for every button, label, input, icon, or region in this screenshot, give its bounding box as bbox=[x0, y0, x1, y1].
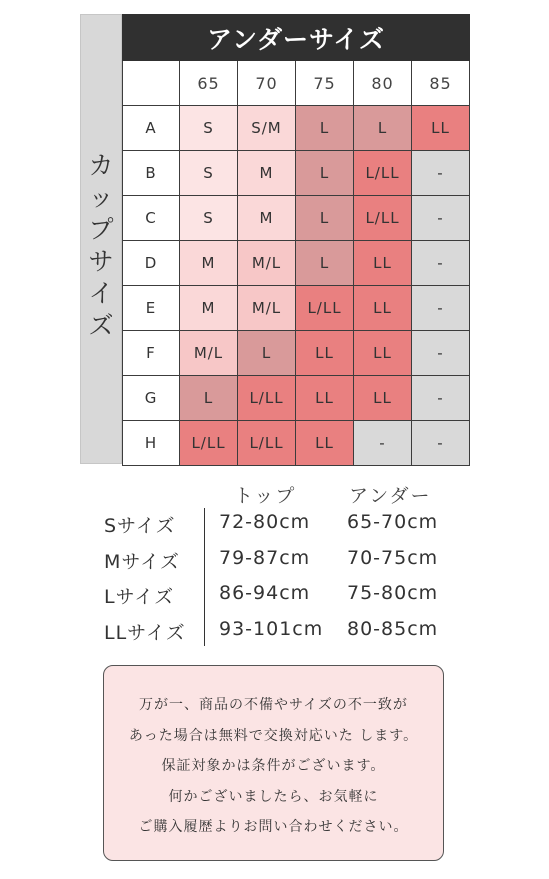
size-cell: LL bbox=[354, 241, 412, 286]
size-cell: L bbox=[296, 241, 354, 286]
under-size-85: 85 bbox=[412, 61, 470, 106]
measurement-row bbox=[0, 578, 549, 612]
size-cell: S bbox=[180, 151, 238, 196]
under-bust-range: 75-80cm bbox=[347, 582, 439, 604]
grid-corner-cell bbox=[122, 61, 180, 106]
size-cell: L bbox=[296, 196, 354, 241]
cup-axis-char: ズ bbox=[88, 311, 114, 340]
measurement-header-top: トップ bbox=[234, 485, 297, 507]
size-cell: - bbox=[412, 331, 470, 376]
under-size-header bbox=[122, 14, 470, 61]
size-cell: LL bbox=[354, 286, 412, 331]
cup-a: A bbox=[122, 106, 180, 151]
cup-f: F bbox=[122, 331, 180, 376]
size-cell: M/L bbox=[238, 241, 296, 286]
measurement-row bbox=[0, 543, 549, 577]
size-cell: LL bbox=[296, 421, 354, 466]
size-cell: S/M bbox=[238, 106, 296, 151]
size-cell: - bbox=[412, 196, 470, 241]
size-cell: L bbox=[354, 106, 412, 151]
top-bust-range: 86-94cm bbox=[219, 582, 311, 604]
top-bust-range: 93-101cm bbox=[219, 617, 324, 640]
notice-line: 何かございましたら、お気軽に bbox=[168, 788, 379, 805]
under-size-header-title: アンダーサイズ bbox=[206, 24, 385, 54]
size-cell: M bbox=[180, 241, 238, 286]
under-size-65: 65 bbox=[180, 61, 238, 106]
size-cell: L/LL bbox=[296, 286, 354, 331]
top-bust-range: 79-87cm bbox=[219, 546, 311, 569]
cup-c: C bbox=[122, 196, 180, 241]
top-bust-range: 72-80cm bbox=[219, 511, 311, 533]
under-bust-range: 65-70cm bbox=[347, 511, 439, 533]
cup-e: E bbox=[122, 286, 180, 331]
size-cell: S bbox=[180, 196, 238, 241]
cup-axis-char: イ bbox=[88, 279, 114, 308]
under-bust-range: 80-85cm bbox=[347, 617, 439, 640]
size-cell: - bbox=[354, 421, 412, 466]
under-size-75: 75 bbox=[296, 61, 354, 106]
notice-line: ご購入履歴よりお問い合わせください。 bbox=[138, 819, 409, 835]
cup-axis-char: サ bbox=[88, 247, 114, 276]
size-cell: M bbox=[180, 286, 238, 331]
size-cell: L bbox=[238, 331, 296, 376]
cup-axis-char: カ bbox=[88, 151, 114, 180]
exchange-notice-box bbox=[103, 665, 444, 861]
measurement-row bbox=[0, 614, 549, 648]
size-name: Lサイズ bbox=[104, 586, 175, 608]
size-cell: LL bbox=[412, 106, 470, 151]
cup-d: D bbox=[122, 241, 180, 286]
size-cell: LL bbox=[354, 376, 412, 421]
cup-h: H bbox=[122, 421, 180, 466]
cup-b: B bbox=[122, 151, 180, 196]
size-cell: - bbox=[412, 286, 470, 331]
size-cell: L/LL bbox=[180, 421, 238, 466]
cup-g: G bbox=[122, 376, 180, 421]
size-cell: L bbox=[296, 106, 354, 151]
size-name: Sサイズ bbox=[104, 515, 176, 537]
size-cell: - bbox=[412, 376, 470, 421]
size-cell: M bbox=[238, 196, 296, 241]
size-cell: LL bbox=[354, 331, 412, 376]
size-cell: - bbox=[412, 151, 470, 196]
size-cell: L bbox=[296, 151, 354, 196]
size-cell: L bbox=[180, 376, 238, 421]
size-cell: S bbox=[180, 106, 238, 151]
under-size-80: 80 bbox=[354, 61, 412, 106]
size-cell: LL bbox=[296, 331, 354, 376]
cup-axis-char: ッ bbox=[88, 183, 114, 212]
measurement-row bbox=[0, 507, 549, 541]
size-cell: - bbox=[412, 421, 470, 466]
size-cell: L/LL bbox=[238, 421, 296, 466]
size-name: LLサイズ bbox=[104, 621, 186, 644]
size-cell: M bbox=[238, 151, 296, 196]
cup-size-axis-label bbox=[80, 150, 122, 342]
measurement-header-under: アンダー bbox=[349, 485, 432, 507]
notice-line: あった場合は無料で交換対応いた します。 bbox=[128, 727, 419, 744]
notice-line: 万が一、商品の不備やサイズの不一致が bbox=[139, 697, 408, 713]
under-bust-range: 70-75cm bbox=[347, 546, 439, 569]
size-cell: L/LL bbox=[354, 151, 412, 196]
size-name: Mサイズ bbox=[104, 550, 180, 573]
size-cell: LL bbox=[296, 376, 354, 421]
size-cell: L/LL bbox=[238, 376, 296, 421]
size-cell: L/LL bbox=[354, 196, 412, 241]
notice-line: 保証対象かは条件がございます。 bbox=[161, 758, 386, 774]
cup-axis-char: プ bbox=[88, 215, 114, 244]
size-cell: M/L bbox=[180, 331, 238, 376]
size-cell: - bbox=[412, 241, 470, 286]
under-size-70: 70 bbox=[238, 61, 296, 106]
size-cell: M/L bbox=[238, 286, 296, 331]
